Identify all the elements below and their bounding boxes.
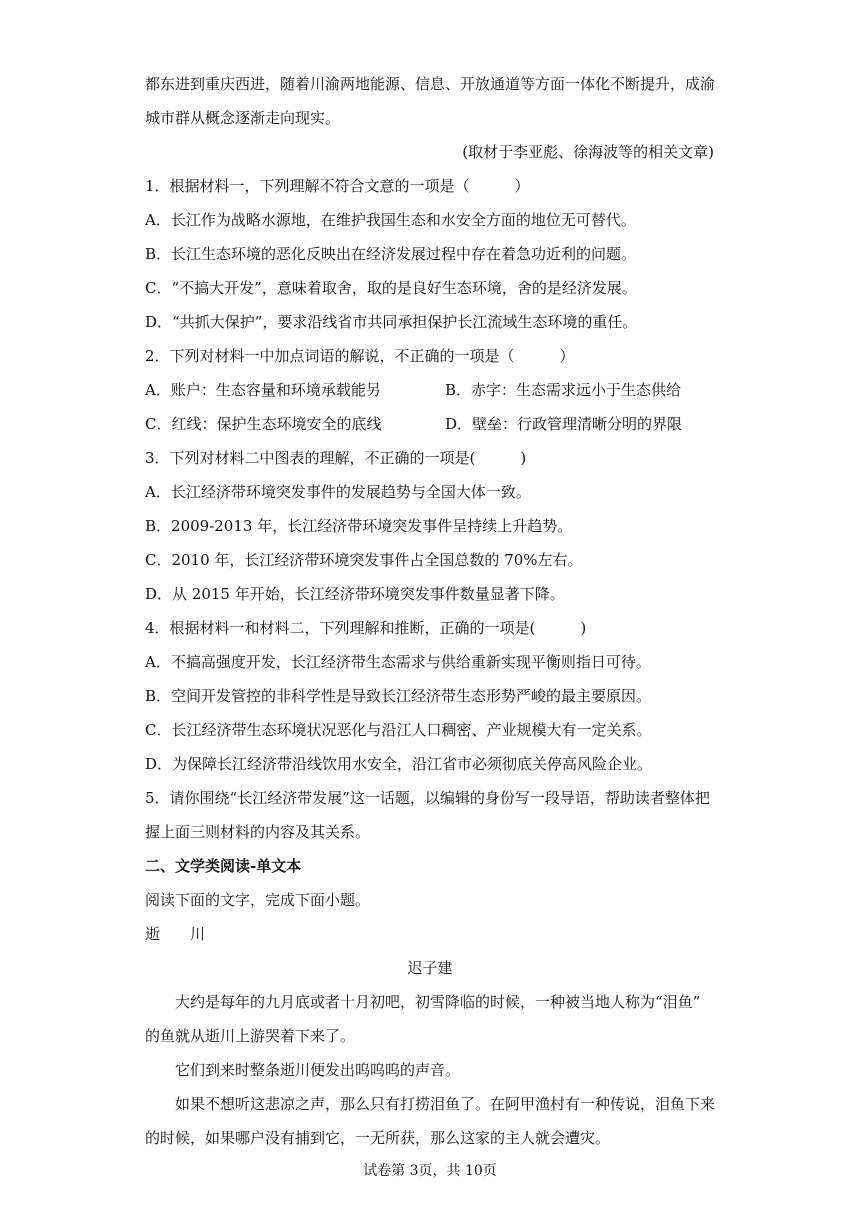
q4-option-b: B．空间开发管控的非科学性是导致长江经济带生态形势严峻的最主要原因。 bbox=[145, 687, 652, 705]
para2: 它们到来时整条逝川便发出呜呜呜的声音。 bbox=[175, 1061, 461, 1079]
q2-row-1 bbox=[145, 380, 725, 400]
q2-option-b: B．赤字：生态需求远小于生态供给 bbox=[445, 381, 682, 399]
story-title: 逝 川 bbox=[145, 925, 206, 943]
q2-option-d: D．壁垒：行政管理清晰分明的界限 bbox=[445, 415, 683, 433]
section-heading: 二、文学类阅读-单文本 bbox=[145, 857, 302, 875]
para3-line-2: 的时候，如果哪户没有捕到它，一无所获，那么这家的主人就会遭灾。 bbox=[145, 1129, 611, 1147]
q2-row-2 bbox=[145, 414, 725, 434]
q1-option-d: D．“共抓大保护”，要求沿线省市共同承担保护长江流域生态环境的重任。 bbox=[145, 313, 638, 331]
q1-option-a: A．长江作为战略水源地，在维护我国生态和水安全方面的地位无可替代。 bbox=[145, 211, 636, 229]
reading-instruction: 阅读下面的文字，完成下面小题。 bbox=[145, 891, 371, 909]
q3-option-b: B．2009-2013 年，长江经济带环境突发事件呈持续上升趋势。 bbox=[145, 517, 573, 535]
q2-option-c: C．红线：保护生态环境安全的底线 bbox=[145, 415, 382, 433]
intro-line-1: 都东进到重庆西进，随着川渝两地能源、信息、开放通道等方面一体化不断提升，成渝 bbox=[145, 75, 716, 93]
q1-option-c: C．“不搞大开发”，意味着取舍，取的是良好生态环境，舍的是经济发展。 bbox=[145, 279, 637, 297]
q2-stem: 2．下列对材料一中加点词语的解说，不正确的一项是（ ） bbox=[145, 347, 575, 365]
q3-stem: 3．下列对材料二中图表的理解，不正确的一项是( ) bbox=[145, 449, 527, 467]
source-citation: (取材于李亚彪、徐海波等的相关文章) bbox=[462, 143, 714, 161]
para1-line-2: 的鱼就从逝川上游哭着下来了。 bbox=[145, 1027, 356, 1045]
q5-line-2: 握上面三则材料的内容及其关系。 bbox=[145, 823, 371, 841]
q3-option-c: C．2010 年，长江经济带环境突发事件占全国总数的 70%左右。 bbox=[145, 551, 583, 569]
q2-option-a: A．账户：生态容量和环境承载能另 bbox=[145, 381, 381, 399]
q3-option-d: D．从 2015 年开始，长江经济带环境突发事件数量显著下降。 bbox=[145, 585, 565, 603]
page-footer: 试卷第 3页，共 10页 bbox=[363, 1163, 497, 1179]
q3-option-a: A．长江经济带环境突发事件的发展趋势与全国大体一致。 bbox=[145, 483, 531, 501]
q1-option-b: B．长江生态环境的恶化反映出在经济发展过程中存在着急功近利的问题。 bbox=[145, 245, 637, 263]
q5-line-1: 5．请你围绕“长江经济带发展”这一话题，以编辑的身份写一段导语，帮助读者整体把 bbox=[145, 789, 710, 807]
q4-stem: 4．根据材料一和材料二，下列理解和推断，正确的一项是( ) bbox=[145, 619, 587, 637]
para3-line-1: 如果不想听这悲凉之声，那么只有打捞泪鱼了。在阿甲渔村有一种传说，泪鱼下来 bbox=[175, 1095, 716, 1113]
q4-option-a: A．不搞高强度开发，长江经济带生态需求与供给重新实现平衡则指日可待。 bbox=[145, 653, 651, 671]
q1-stem: 1．根据材料一，下列理解不符合文意的一项是（ ） bbox=[145, 177, 530, 195]
story-author: 迟子建 bbox=[407, 959, 453, 977]
intro-line-2: 城市群从概念逐渐走向现实。 bbox=[145, 109, 341, 127]
q4-option-d: D．为保障长江经济带沿线饮用水安全，沿江省市必须彻底关停高风险企业。 bbox=[145, 755, 653, 773]
para1-line-1: 大约是每年的九月底或者十月初吧，初雪降临的时候，一种被当地人称为“泪鱼” bbox=[175, 993, 701, 1011]
q4-option-c: C．长江经济带生态环境状况恶化与沿江人口稠密、产业规模大有一定关系。 bbox=[145, 721, 652, 739]
